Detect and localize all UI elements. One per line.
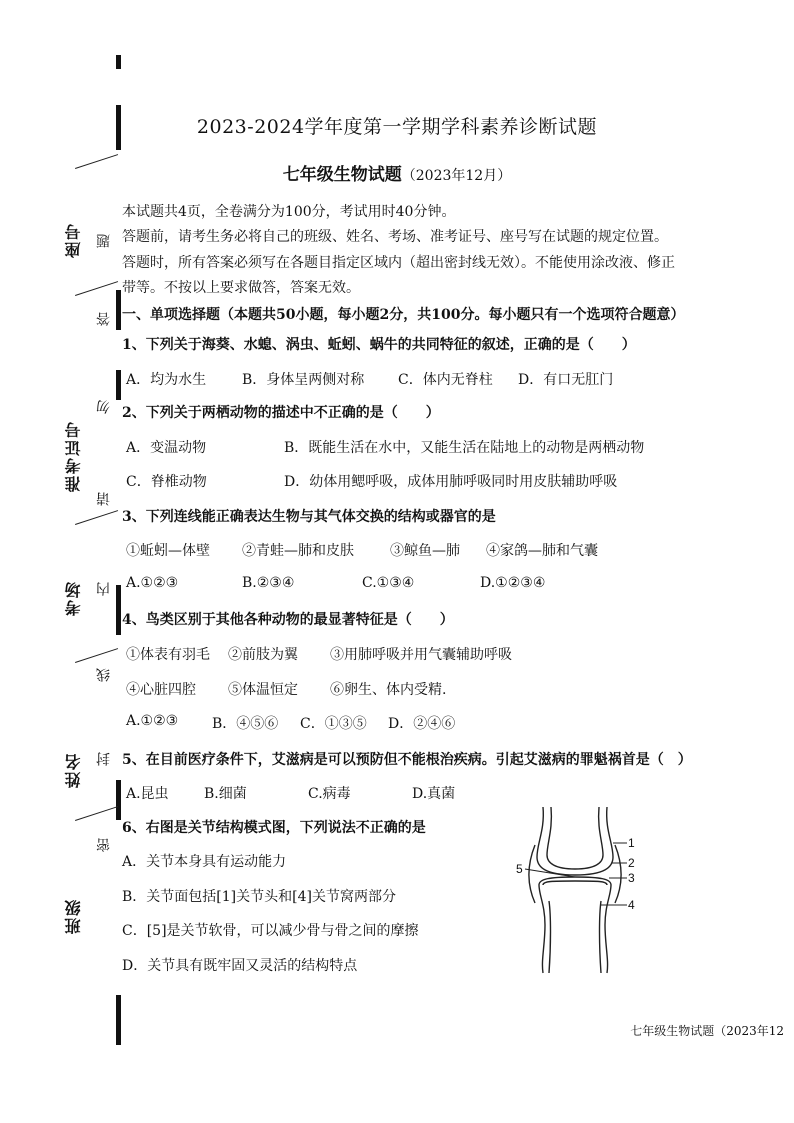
item: ⑥卵生、体内受精. <box>330 682 447 698</box>
item: ④家鸽—肺和气囊 <box>486 543 598 559</box>
question-stem: 1、下列关于海葵、水螅、涡虫、蚯蚓、蜗牛的共同特征的叙述，正确的是（ ） <box>122 337 636 353</box>
option-row <box>122 369 682 389</box>
seal-mark <box>116 780 121 820</box>
option: A.昆虫 <box>126 786 169 802</box>
lower-bone-inner-right <box>600 901 602 973</box>
instruction-line: 本试题共4页，全卷满分为100分，考试用时40分钟。 <box>122 204 456 220</box>
margin-line <box>75 648 118 663</box>
item: ⑤体温恒定 <box>228 682 298 698</box>
diagram-label: 5 <box>516 862 523 876</box>
option: D．幼体用鳃呼吸，成体用肺呼吸同时用皮肤辅助呼吸 <box>284 474 618 490</box>
lower-bone-left <box>539 885 545 973</box>
option: C．①③⑤ <box>300 716 367 732</box>
option-row <box>122 575 682 595</box>
option-row <box>122 783 682 803</box>
option: B．关节面包括[1]关节头和[4]关节窝两部分 <box>122 889 396 905</box>
seat-number-label: 座号 <box>64 222 83 258</box>
option: A．变温动物 <box>126 440 207 456</box>
exam-room-label: 考场 <box>64 580 83 616</box>
upper-bone-inner <box>547 807 603 869</box>
option: C.①③④ <box>362 575 415 591</box>
question-stem: 2、下列关于两栖动物的描述中不正确的是（ ） <box>122 405 440 421</box>
option: B.细菌 <box>204 786 247 802</box>
joint-capsule-right <box>615 845 621 903</box>
item-row <box>122 679 682 699</box>
seal-char: 答 <box>96 312 112 326</box>
question-stem: 3、下列连线能正确表达生物与其气体交换的结构或器官的是 <box>122 509 496 525</box>
option: D．②④⑥ <box>388 716 456 732</box>
seal-mark <box>116 585 121 635</box>
seal-mark <box>116 55 121 69</box>
diagram-label: 2 <box>628 856 635 870</box>
item: ③用肺呼吸并用气囊辅助呼吸 <box>330 647 512 663</box>
option: A.①②③ <box>126 575 179 591</box>
item: ②前肢为翼 <box>228 647 298 663</box>
seal-char: 封 <box>96 752 112 766</box>
item-row <box>122 540 682 560</box>
question-stem: 6、右图是关节结构模式图，下列说法不正确的是 <box>122 820 426 836</box>
question-stem: 4、鸟类区别于其他各种动物的最显著特征是（ ） <box>122 612 454 628</box>
option: B．身体呈两侧对称 <box>242 372 365 388</box>
seal-char: 密 <box>96 838 112 852</box>
option: D.①②③④ <box>480 575 546 591</box>
instruction-line: 带等。不按以上要求做答，答案无效。 <box>122 280 360 296</box>
exam-subtitle <box>0 160 794 185</box>
exam-title: 2023-2024学年度第一学期学科素养诊断试题 <box>196 116 598 138</box>
option: C．体内无脊柱 <box>398 372 493 388</box>
question-stem: 5、在目前医疗条件下，艾滋病是可以预防但不能根治疾病。引起艾滋病的罪魁祸首是（ ） <box>122 752 692 768</box>
option: D.真菌 <box>412 786 456 802</box>
seal-char: 请 <box>96 492 112 506</box>
diagram-label: 1 <box>628 836 635 850</box>
option: A．关节本身具有运动能力 <box>122 854 287 870</box>
option: D．关节具有既牢固又灵活的结构特点 <box>122 958 358 974</box>
seal-char: 题 <box>96 234 112 248</box>
page-footer: 七年级生物试题（2023年12 <box>630 1024 784 1038</box>
option: A．均为水生 <box>126 372 207 388</box>
leader-line <box>525 869 575 877</box>
joint-structure-diagram <box>515 805 635 975</box>
instruction-line: 答题前，请考生务必将自己的班级、姓名、考场、准考证号、座号写在试题的规定位置。 <box>122 229 668 245</box>
option: C．脊椎动物 <box>126 474 207 490</box>
diagram-label: 3 <box>628 871 635 885</box>
option: C．[5]是关节软骨，可以减少骨与骨之间的摩擦 <box>122 923 419 939</box>
diagram-label: 4 <box>628 898 635 912</box>
option: B．既能生活在水中，又能生活在陆地上的动物是两栖动物 <box>284 440 645 456</box>
seal-mark <box>116 995 121 1045</box>
item: ③鲸鱼—肺 <box>390 543 460 559</box>
margin-line <box>75 281 118 296</box>
item: ①蚯蚓—体壁 <box>126 543 210 559</box>
option-row <box>122 437 682 457</box>
exam-date: （2023年12月） <box>401 168 512 184</box>
option: C.病毒 <box>308 786 351 802</box>
seal-mark <box>116 370 121 400</box>
seal-char: 勿 <box>96 400 112 414</box>
option: D．有口无肛门 <box>518 372 614 388</box>
joint-capsule-left <box>529 845 535 903</box>
class-label: 班级 <box>64 898 83 934</box>
item: ④心脏四腔 <box>126 682 196 698</box>
option: B.②③④ <box>242 575 295 591</box>
lower-bone-inner-left <box>549 901 551 973</box>
joint-cartilage-lower <box>543 881 607 885</box>
name-label: 姓名 <box>64 752 83 788</box>
option-row <box>122 471 682 491</box>
option-row <box>122 713 682 733</box>
instruction-line: 答题时，所有答案必须写在各题目指定区域内（超出密封线无效）。不能使用涂改液、修正 <box>122 255 675 271</box>
seal-mark <box>116 290 121 330</box>
subject-title: 七年级生物试题 <box>282 165 402 185</box>
seal-char: 内 <box>96 582 112 596</box>
exam-id-label: 准考证号 <box>64 420 83 492</box>
option: A.①②③ <box>126 713 179 729</box>
section-heading: 一、单项选择题（本题共50小题，每小题2分，共100分。每小题只有一个选项符合题意） <box>122 307 685 323</box>
item: ①体表有羽毛 <box>126 647 210 663</box>
margin-line <box>75 806 118 821</box>
item-row <box>122 644 682 664</box>
seal-char: 线 <box>96 668 112 682</box>
margin-line <box>75 510 118 525</box>
option: B．④⑤⑥ <box>212 716 279 732</box>
item: ②青蛙—肺和皮肤 <box>242 543 354 559</box>
